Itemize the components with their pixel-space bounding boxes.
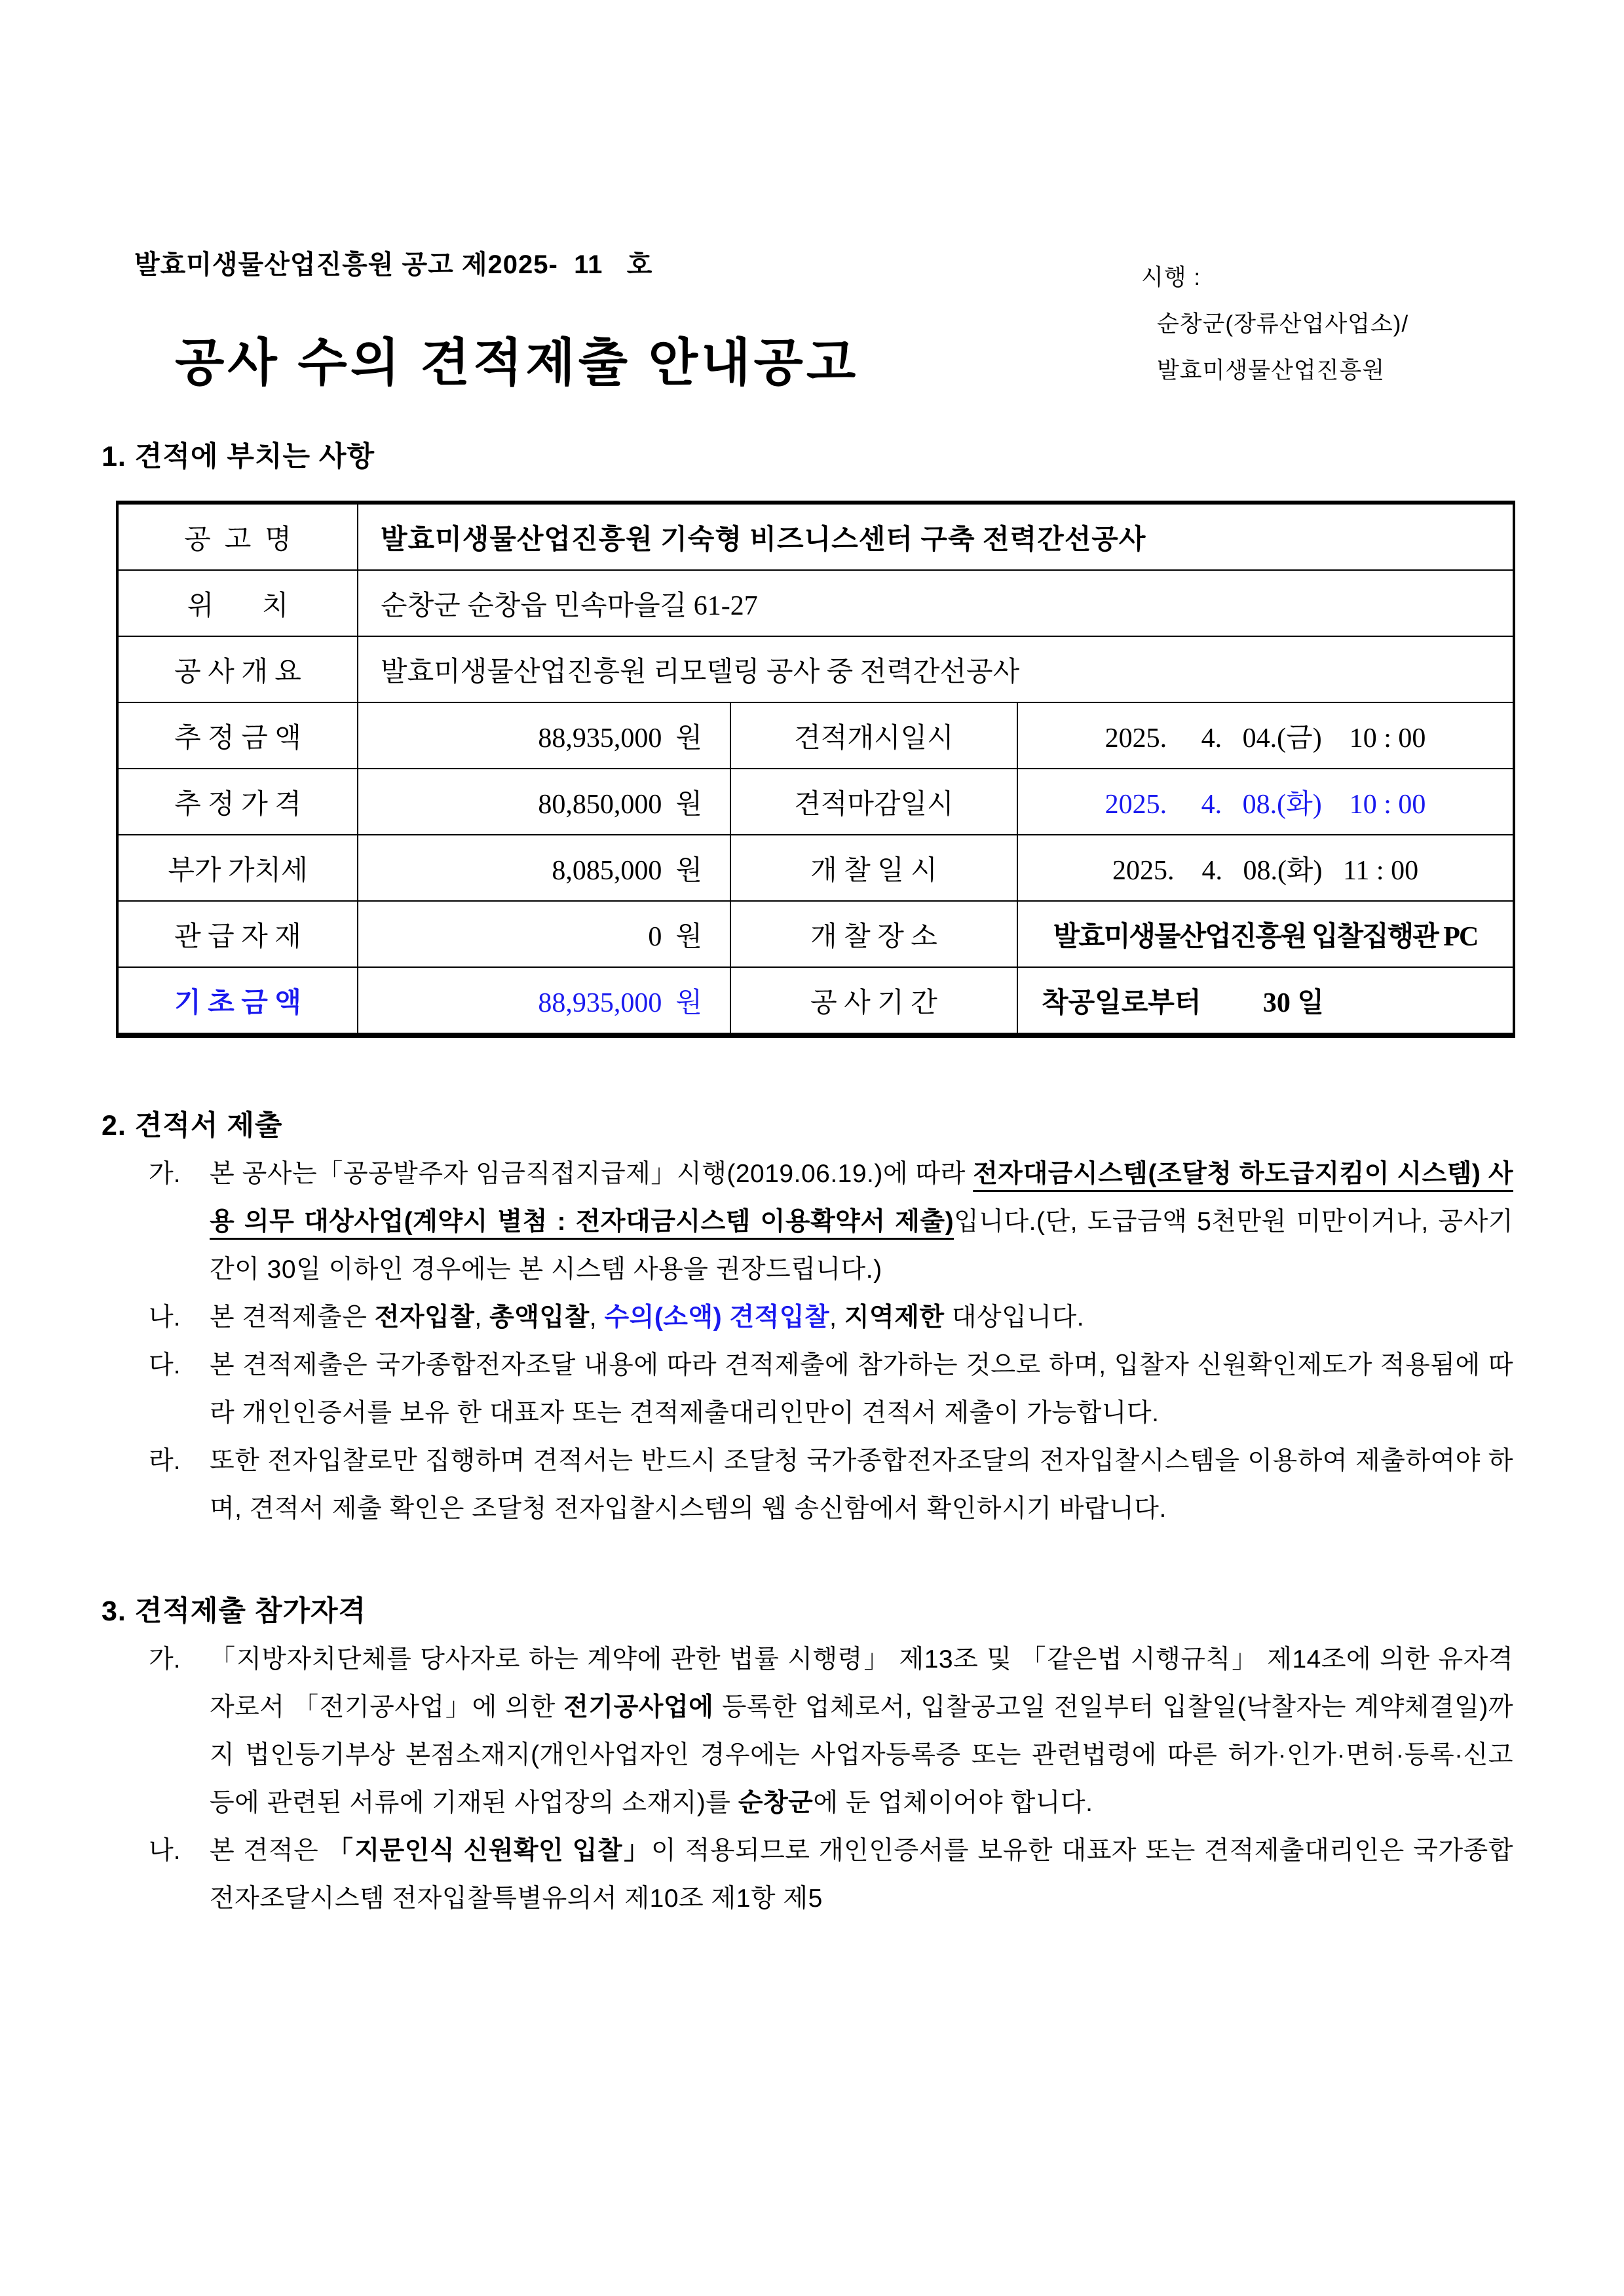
cell-value: 발효미생물산업진흥원 리모델링 공사 중 전력간선공사 xyxy=(358,636,1514,702)
cell-datetime: 2025. 4. 08.(화) 11 : 00 xyxy=(1017,835,1514,901)
cell-label: 공 사 개 요 xyxy=(117,636,358,702)
cell-label2: 견적마감일시 xyxy=(730,769,1017,835)
section3-body xyxy=(102,1636,1513,1923)
row-estimated-price xyxy=(117,769,1514,835)
item-marker: 나. xyxy=(149,1303,181,1331)
section1-heading: 1. 견적에 부치는 사항 xyxy=(102,441,375,472)
cell-label: 위 치 xyxy=(117,570,358,636)
row-work-overview xyxy=(117,636,1514,702)
item-text: 또한 전자입찰로만 집행하며 견적서는 반드시 조달청 국가종합전자조달의 전자입찰시스템을 이용하여 제출하여야 하며, 견적서 제출 확인은 조달청 전자입찰시스템의 웹 송신함에서 확인하시기 바랍니다. xyxy=(210,1447,1513,1523)
section2-heading: 2. 견적서 제출 xyxy=(102,1110,283,1141)
item-marker: 가. xyxy=(149,1645,181,1674)
page-title: 공사 수의 견적제출 안내공고 xyxy=(175,334,859,391)
row-estimated-amount xyxy=(117,702,1514,769)
row-base-amount xyxy=(117,967,1514,1035)
item-text: 본 견적제출은 국가종합전자조달 내용에 따라 견적제출에 참가하는 것으로 하며, 입찰자 신원확인제도가 적용됨에 따라 개인인증서를 보유 한 대표자 또는 견적제출대리인만이 견적서 제출이 가능합니다. xyxy=(210,1351,1513,1427)
cell-label2: 견적개시일시 xyxy=(730,702,1017,769)
list-item xyxy=(149,1636,1513,1827)
cell-label: 관 급 자 재 xyxy=(117,901,358,967)
cell-place: 발효미생물산업진흥원 입찰집행관 PC xyxy=(1017,901,1514,967)
cell-label2: 개 찰 일 시 xyxy=(730,835,1017,901)
issuer-org-1: 순창군(장류산업사업소)/ xyxy=(1157,311,1409,337)
notice-table xyxy=(116,501,1515,1038)
cell-value: 순창군 순창읍 민속마을길 61-27 xyxy=(358,570,1514,636)
issuer-org-2: 발효미생물산업진흥원 xyxy=(1157,358,1386,383)
item-text: 본 견적제출은 전자입찰, 총액입찰, 수의(소액) 견적입찰, 지역제한 대상입니다. xyxy=(210,1303,1085,1331)
cell-label: 부가 가치세 xyxy=(117,835,358,901)
row-announcement-name xyxy=(117,503,1514,570)
cell-datetime: 2025. 4. 04.(금) 10 : 00 xyxy=(1017,702,1514,769)
row-vat xyxy=(117,835,1514,901)
item-marker: 다. xyxy=(149,1351,181,1379)
cell-value: 발효미생물산업진흥원 기숙형 비즈니스센터 구축 전력간선공사 xyxy=(358,503,1514,570)
item-marker: 라. xyxy=(149,1447,181,1475)
cell-label: 공 고 명 xyxy=(117,503,358,570)
cell-amount: 80,850,000 원 xyxy=(358,769,730,835)
cell-label2: 공 사 기 간 xyxy=(730,967,1017,1035)
list-item xyxy=(149,1827,1513,1923)
list-item xyxy=(149,1293,1513,1341)
cell-duration: 착공일로부터 30 일 xyxy=(1017,967,1514,1035)
section2-body xyxy=(102,1150,1513,1533)
doc-number: 발효미생물산업진흥원 공고 제2025- 11 호 xyxy=(134,250,653,279)
cell-label: 추 정 금 액 xyxy=(117,702,358,769)
cell-label2: 개 찰 장 소 xyxy=(730,901,1017,967)
cell-amount: 88,935,000 원 xyxy=(358,702,730,769)
list-item xyxy=(149,1437,1513,1533)
item-text: 본 공사는「공공발주자 임금직접지급제」시행(2019.06.19.)에 따라 전자대금시스템(조달청 하도급지킴이 시스템) 사용 의무 대상사업(계약시 별첨 : 전자대금시스템 이용확약서 제출)입니다.(단, 도급금액 5천만원 미만이거나, 공사기간이 30일 이하인 경우에는 본 시스템 사용을 권장드립니다.) xyxy=(210,1160,1513,1284)
cell-amount: 8,085,000 원 xyxy=(358,835,730,901)
section3-heading: 3. 견적제출 참가자격 xyxy=(102,1596,367,1627)
item-marker: 나. xyxy=(149,1837,181,1865)
cell-label: 기 초 금 액 xyxy=(117,967,358,1035)
cell-datetime: 2025. 4. 08.(화) 10 : 00 xyxy=(1017,769,1514,835)
cell-amount: 88,935,000 원 xyxy=(358,967,730,1035)
list-item xyxy=(149,1341,1513,1437)
item-text: 「지방자치단체를 당사자로 하는 계약에 관한 법률 시행령」 제13조 및 「같은법 시행규칙」 제14조에 의한 유자격자로서 「전기공사업」에 의한 전기공사업에 등록한 업체로서, 입찰공고일 전일부터 입찰일(낙찰자는 계약체결일)까지 법인등기부상 본점소재지(개인사업자인 경우에는 사업자등록증 또는 관련법령에 따른 허가·인가·면허·등록·신고 등에 관련된 서류에 기재된 사업장의 소재지)를 순창군에 둔 업체이어야 합니다. xyxy=(210,1645,1513,1817)
cell-label: 추 정 가 격 xyxy=(117,769,358,835)
cell-amount: 0 원 xyxy=(358,901,730,967)
item-text: 본 견적은 「지문인식 신원확인 입찰」이 적용되므로 개인인증서를 보유한 대표자 또는 견적제출대리인은 국가종합전자조달시스템 전자입찰특별유의서 제10조 제1항 제5 xyxy=(210,1837,1513,1913)
issuer-block xyxy=(1141,254,1534,394)
item-marker: 가. xyxy=(149,1160,181,1188)
list-item xyxy=(149,1150,1513,1293)
row-location xyxy=(117,570,1514,636)
issuer-label: 시행 : xyxy=(1141,265,1201,290)
row-gov-materials xyxy=(117,901,1514,967)
